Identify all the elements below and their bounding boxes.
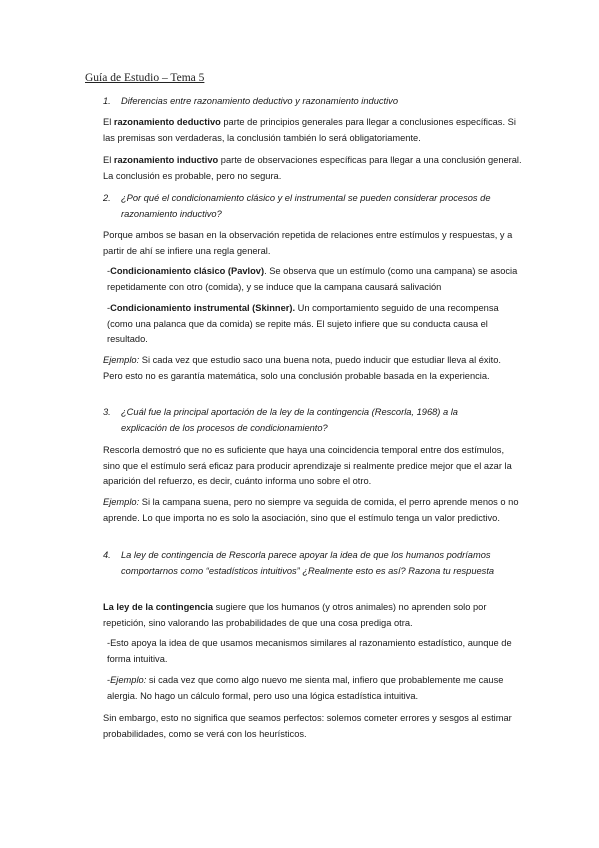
term-deductivo: razonamiento deductivo: [113, 117, 221, 127]
paragraph-ley: La ley de la contingencia sugiere que los humanos (y otros animales) no aprenden solo por repetición, sino valorando las probabilidades de que una cosa prediga otra.: [103, 602, 487, 628]
paragraph-ambos: Porque ambos se basan en la observación repetida de relaciones entre estímulos y respuestas, y a partir de ahí se infiere una regla general.: [103, 230, 513, 256]
ejemplo-label: Ejemplo:: [103, 355, 140, 365]
paragraph-ejemplo-1: Ejemplo: Si cada vez que estudio saco una buena nota, puedo inducir que estudiar lleva al éxito. Pero esto no es garantía matemática, solo una conclusión probable basada en la experiencia.: [103, 355, 501, 381]
ejemplo-label: Ejemplo:: [110, 675, 147, 685]
question-4: [103, 548, 503, 579]
question-3: [103, 405, 503, 436]
question-number: 1.: [103, 96, 111, 106]
paragraph-apoya: -Esto apoya la idea de que usamos mecanismos similares al razonamiento estadístico, aunque de forma intuitiva.: [107, 638, 512, 664]
paragraph-clasico: -Condicionamiento clásico (Pavlov). Se observa que un estímulo (como una campana) se asocia repetidamente con otro (comida), y se induce que la campana causará salivación: [107, 266, 518, 292]
question-text: ¿Cuál fue la principal aportación de la ley de la contingencia (Rescorla, 1968) a la explicación de los procesos de condicionamiento?: [121, 407, 458, 433]
question-number: 3.: [103, 407, 111, 417]
paragraph-instrumental: -Condicionamiento instrumental (Skinner). Un comportamiento seguido de una recompensa (como una palanca que da comida) se repite más. El sujeto infiere que su conducta causa el resultado.: [107, 303, 499, 344]
term-inductivo: razonamiento inductivo: [113, 155, 219, 165]
paragraph-rescorla: Rescorla demostró que no es suficiente que haya una coincidencia temporal entre dos estímulos, sino que el estímulo será eficaz para producir aprendizaje si realmente predice mejor que el azar la aparición del refuerzo, es decir, cuánto informa uno sobre el otro.: [103, 445, 512, 486]
question-1: [103, 94, 503, 110]
paragraph-ejemplo-2: Ejemplo: Si la campana suena, pero no siempre va seguida de comida, el perro aprende menos o no aprende. Lo que importa no es solo la asociación, sino que el estímulo tenga un valor predictivo.: [103, 497, 519, 523]
ejemplo-label: Ejemplo:: [103, 497, 140, 507]
paragraph-inductivo: El razonamiento inductivo parte de observaciones específicas para llegar a una conclusión general. La conclusión es probable, pero no segura.: [103, 155, 522, 181]
question-text: Diferencias entre razonamiento deductivo y razonamiento inductivo: [121, 96, 398, 106]
question-number: 2.: [103, 193, 111, 203]
question-text: La ley de contingencia de Rescorla parece apoyar la idea de que los humanos podríamos comportarnos como “estadísticos intuitivos” ¿Realmente esto es así? Razona tu respuesta: [121, 550, 495, 576]
paragraph-sin-embargo: Sin embargo, esto no significa que seamos perfectos: solemos cometer errores y sesgos al estimar probabilidades, como se verá con los heurísticos.: [103, 713, 512, 739]
question-number: 4.: [103, 550, 111, 560]
document-title: Guía de Estudio – Tema 5: [85, 72, 205, 84]
term-ley-contingencia: La ley de la contingencia: [103, 602, 214, 612]
term-instrumental: Condicionamiento instrumental (Skinner).: [110, 303, 296, 313]
question-text: ¿Por qué el condicionamiento clásico y el instrumental se pueden considerar procesos de razonamiento inductivo?: [121, 193, 491, 219]
paragraph-deductivo: El razonamiento deductivo parte de principios generales para llegar a conclusiones específicas. Si las premisas son verdaderas, la conclusión también lo será obligatoriamente.: [103, 117, 516, 143]
question-2: [103, 191, 503, 222]
paragraph-ejemplo-3: -Ejemplo: si cada vez que como algo nuevo me sienta mal, infiero que probablemente me cause alergia. No hago un cálculo formal, pero uso una lógica estadística intuitiva.: [107, 675, 504, 701]
term-clasico: Condicionamiento clásico (Pavlov): [110, 266, 265, 276]
